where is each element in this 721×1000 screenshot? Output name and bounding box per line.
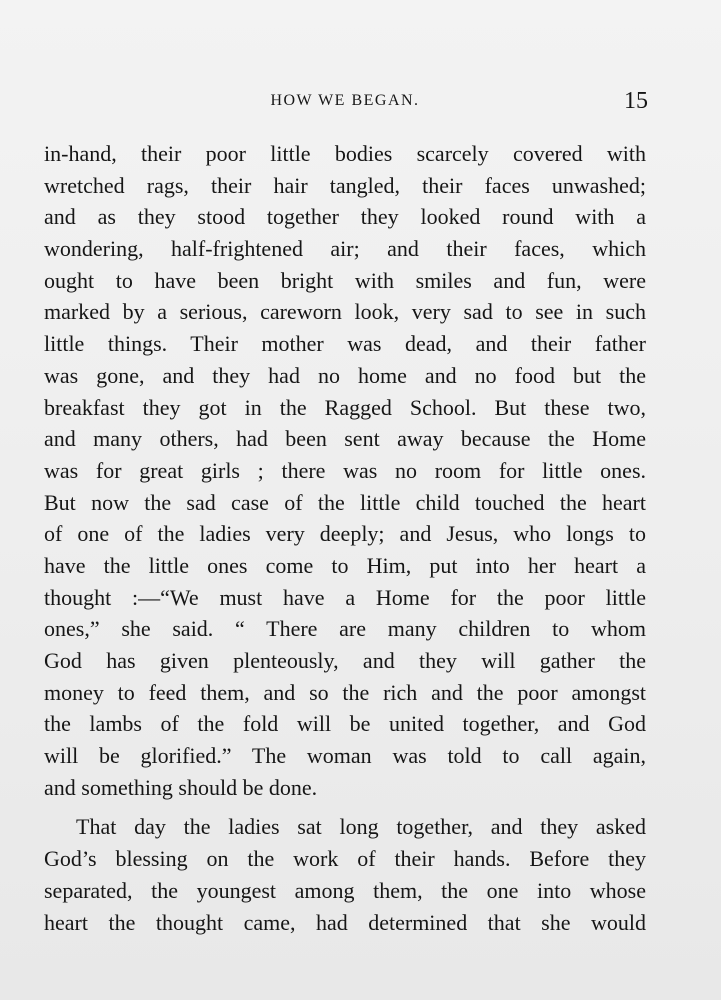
text-line: was gone, and they had no home and no food but the (44, 362, 646, 388)
text-line: separated, the youngest among them, the one into whose (44, 877, 646, 903)
text-line: was for great girls ; there was no room for little ones. (44, 457, 646, 483)
text-line: and many others, had been sent away because the Home (44, 426, 646, 452)
text-line: heart the thought came, had determined that she would (44, 909, 646, 935)
text-line: have the little ones come to Him, put into her heart a (44, 552, 646, 578)
text-line: marked by a serious, careworn look, very sad to see in such (44, 299, 646, 325)
text-line: thought :—“We must have a Home for the poor little (44, 584, 646, 610)
body-text (44, 138, 646, 938)
text-line: money to feed them, and so the rich and the poor amongst (44, 679, 646, 705)
text-line: That day the ladies sat long together, and they asked (76, 814, 646, 840)
text-line: wondering, half-frightened air; and their faces, which (44, 236, 646, 262)
paragraph (44, 138, 646, 803)
text-line: little things. Their mother was dead, and their father (44, 331, 646, 357)
page-header (44, 90, 646, 116)
text-line: breakfast they got in the Ragged School. But these two, (44, 394, 646, 420)
text-line: God has given plenteously, and they will gather the (44, 648, 646, 673)
paragraph (44, 811, 646, 938)
text-line: and something should be done. (44, 774, 318, 800)
text-line: God’s blessing on the work of their hands. Before they (44, 846, 646, 872)
text-line: But now the sad case of the little child touched the heart (44, 489, 646, 515)
text-line: ones,” she said. “ There are many children to whom (44, 616, 646, 642)
text-line: the lambs of the fold will be united together, and God (44, 711, 646, 737)
running-head: HOW WE BEGAN. (270, 92, 420, 109)
page-number: 15 (624, 88, 648, 114)
text-line: wretched rags, their hair tangled, their faces unwashed; (44, 172, 646, 198)
text-line: ought to have been bright with smiles and fun, were (44, 267, 646, 293)
text-line: and as they stood together they looked round with a (44, 204, 646, 230)
text-line: of one of the ladies very deeply; and Jesus, who longs to (44, 521, 646, 547)
text-line: in-hand, their poor little bodies scarcely covered with (44, 141, 646, 166)
text-line: will be glorified.” The woman was told to call again, (44, 743, 646, 769)
